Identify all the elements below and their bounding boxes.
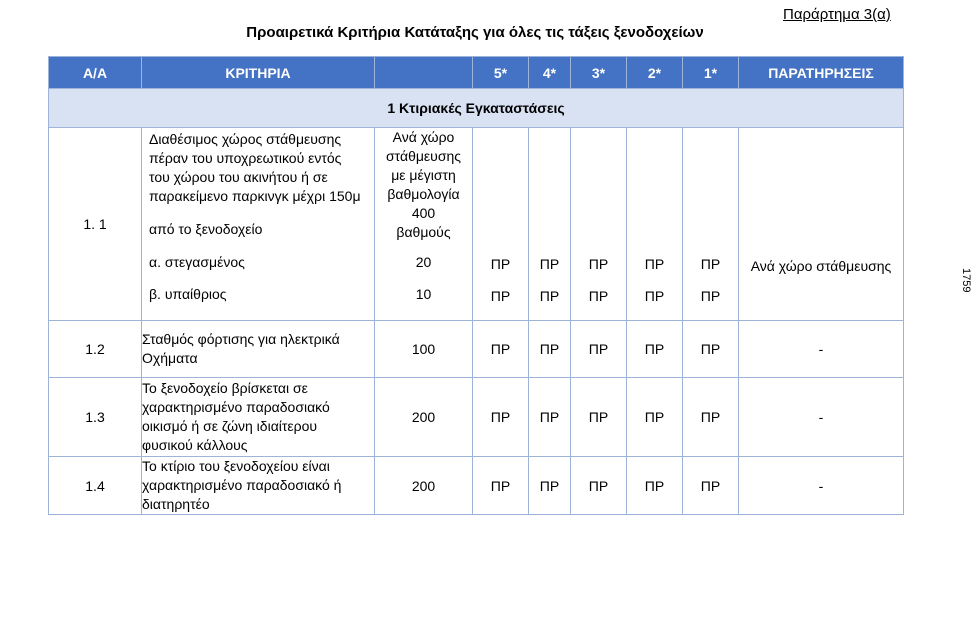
mark-cell-1-star: ΠΡ (683, 321, 739, 378)
mark-cell-2-star: ΠΡ (627, 321, 683, 378)
criteria-line: Οχήματα (142, 350, 198, 366)
mark-cell-5-star (473, 128, 529, 321)
header-criteria: ΚΡΙΤΗΡΙΑ (142, 57, 375, 89)
criteria-cell (142, 378, 375, 457)
header-3-star: 3* (571, 57, 627, 89)
criteria-cell (142, 457, 375, 515)
mark-cell-2-star: ΠΡ (627, 457, 683, 515)
criteria-line: πέραν του υποχρεωτικού εντός (149, 150, 342, 166)
mark-cell-4-star (529, 128, 571, 321)
document-title: Προαιρετικά Κριτήρια Κατάταξης για όλες τις τάξεις ξενοδοχείων (246, 24, 704, 41)
header-1-star: 1* (683, 57, 739, 89)
mark-cell-5-star: ΠΡ (473, 378, 529, 457)
mark-b: ΠΡ (539, 288, 560, 304)
table-row (49, 128, 904, 321)
row-number: 1.2 (49, 321, 142, 378)
remarks-text: Ανά χώρο στάθμευσης (750, 258, 892, 274)
mark-cell-1-star: ΠΡ (683, 378, 739, 457)
section-title: 1 Κτιριακές Εγκαταστάσεις (49, 89, 904, 128)
mark-b: ΠΡ (588, 288, 609, 304)
score-cell: 200 (375, 457, 473, 515)
header-row (49, 57, 904, 89)
criteria-option-a: α. στεγασμένος (149, 254, 245, 270)
criteria-line: οικισμό ή σε ζώνη ιδιαίτερου (142, 418, 318, 434)
remarks-cell (739, 128, 904, 321)
criteria-line: διατηρητέο (142, 496, 210, 512)
header-score (375, 57, 473, 89)
header-5-star: 5* (473, 57, 529, 89)
header-remarks: ΠΑΡΑΤΗΡΗΣΕΙΣ (739, 57, 904, 89)
mark-cell-4-star: ΠΡ (529, 321, 571, 378)
score-option-b: 10 (415, 286, 432, 302)
criteria-line: Το κτίριο του ξενοδοχείου είναι (142, 458, 330, 474)
mark-cell-1-star: ΠΡ (683, 457, 739, 515)
criteria-cell (142, 128, 375, 321)
mark-a: ΠΡ (539, 256, 560, 272)
mark-cell-3-star: ΠΡ (571, 378, 627, 457)
remarks-cell: - (739, 457, 904, 515)
appendix-label: Παράρτημα 3(α) (783, 6, 891, 23)
score-line: βαθμολογία (387, 186, 460, 202)
score-line: βαθμούς (396, 224, 451, 240)
criteria-line: του χώρου του ακινήτου ή σε (149, 169, 328, 185)
page-number: 1759 (960, 268, 972, 293)
row-number: 1.3 (49, 378, 142, 457)
section-row (49, 89, 904, 128)
remarks-cell: - (739, 378, 904, 457)
table-row (49, 321, 904, 378)
criteria-line: χαρακτηρισμένο παραδοσιακό (142, 399, 330, 415)
header-4-star: 4* (529, 57, 571, 89)
mark-cell-1-star (683, 128, 739, 321)
criteria-line: Το ξενοδοχείο βρίσκεται σε (142, 380, 308, 396)
header-aa: Α/Α (49, 57, 142, 89)
mark-a: ΠΡ (588, 256, 609, 272)
mark-b: ΠΡ (700, 288, 721, 304)
mark-cell-3-star: ΠΡ (571, 321, 627, 378)
score-line: στάθμευσης (386, 148, 461, 164)
mark-cell-4-star: ΠΡ (529, 378, 571, 457)
score-line: 400 (411, 205, 436, 221)
mark-cell-2-star (627, 128, 683, 321)
row-number: 1. 1 (49, 128, 142, 321)
score-cell: 200 (375, 378, 473, 457)
score-cell (375, 128, 473, 321)
criteria-line: χαρακτηρισμένο παραδοσιακό ή (142, 477, 342, 493)
score-option-a: 20 (415, 254, 432, 270)
mark-cell-4-star: ΠΡ (529, 457, 571, 515)
criteria-table (48, 56, 904, 515)
row-number: 1.4 (49, 457, 142, 515)
mark-a: ΠΡ (700, 256, 721, 272)
criteria-line: Διαθέσιμος χώρος στάθμευσης (149, 131, 342, 147)
score-line: Ανά χώρο (392, 129, 455, 145)
mark-b: ΠΡ (644, 288, 665, 304)
mark-cell-2-star: ΠΡ (627, 378, 683, 457)
header-2-star: 2* (627, 57, 683, 89)
mark-cell-5-star: ΠΡ (473, 457, 529, 515)
criteria-line: από το ξενοδοχείο (149, 221, 263, 237)
mark-a: ΠΡ (644, 256, 665, 272)
mark-a: ΠΡ (490, 256, 511, 272)
criteria-option-b: β. υπαίθριος (149, 286, 227, 302)
remarks-cell: - (739, 321, 904, 378)
mark-cell-3-star (571, 128, 627, 321)
table-row (49, 378, 904, 457)
criteria-line: φυσικού κάλλους (142, 437, 248, 453)
mark-cell-3-star: ΠΡ (571, 457, 627, 515)
mark-cell-5-star: ΠΡ (473, 321, 529, 378)
table-row (49, 457, 904, 515)
score-line: με μέγιστη (391, 167, 456, 183)
criteria-cell (142, 321, 375, 378)
criteria-line: παρακείμενο παρκινγκ μέχρι 150μ (149, 188, 361, 204)
criteria-line: Σταθμός φόρτισης για ηλεκτρικά (142, 331, 340, 347)
score-cell: 100 (375, 321, 473, 378)
mark-b: ΠΡ (490, 288, 511, 304)
